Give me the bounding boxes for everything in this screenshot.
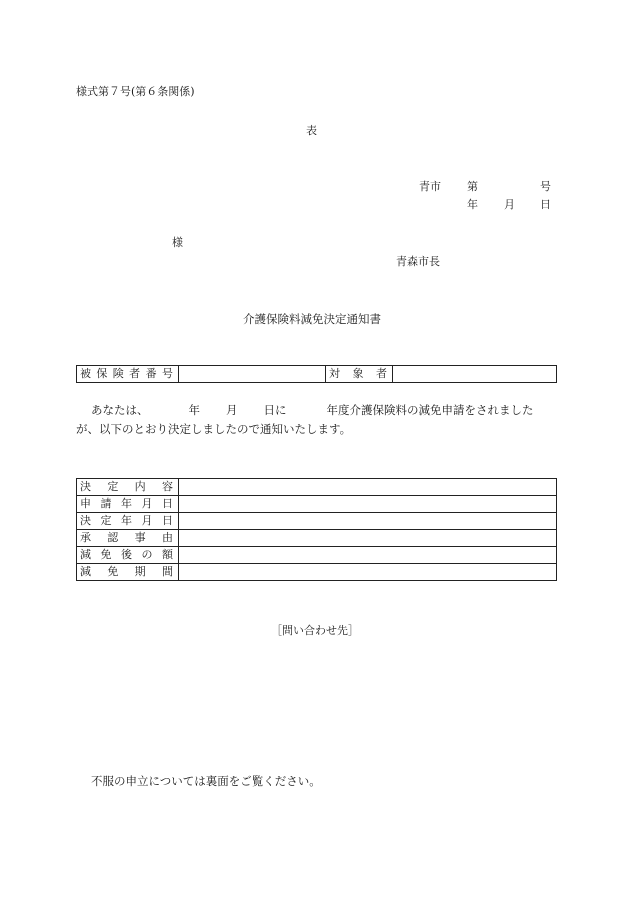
detail-value [179,479,557,496]
body-part1: あなたは、 [91,403,149,417]
detail-row [77,496,557,513]
issuer-name: 青森市長 [396,255,440,268]
detail-row [77,547,557,564]
label-char: 定 [100,514,112,527]
label-char: 険 [112,367,124,380]
label-char: 保 [96,367,108,380]
body-month: 月 [226,403,238,417]
label-char: 決 [80,514,91,527]
body-line2: が、以下のとおり決定しましたので通知いたします。 [76,422,352,436]
appeal-note: 不服の申立については裏面をご覧ください。 [91,774,321,788]
detail-label [80,548,178,562]
detail-value [179,513,557,530]
detail-label-cell [77,547,179,564]
detail-row [77,479,557,496]
detail-value [179,496,557,513]
detail-label-cell [77,479,179,496]
subject-label-cell [326,366,393,383]
label-char: 被 [80,367,91,380]
label-char: 日 [162,497,173,510]
label-char: の [141,548,153,561]
label-char: 間 [161,565,173,578]
detail-label-cell [77,513,179,530]
label-char: 減 [80,548,91,561]
detail-label [80,497,178,511]
document-title: 介護保険料減免決定通知書 [243,312,381,326]
label-char: 免 [107,565,119,578]
side-label: 表 [306,124,317,137]
detail-label-cell [77,564,179,581]
label-char: 月 [141,497,153,510]
subject-label [329,367,392,381]
detail-label [80,480,178,494]
inquiry-label: ［問い合わせ先］ [271,624,359,637]
label-char: 決 [80,480,91,493]
label-char: 請 [100,497,112,510]
label-char: 号 [161,367,173,380]
label-char: 減 [80,565,91,578]
addressee-honorific: 様 [172,236,183,249]
label-char: 内 [134,480,146,493]
insured-number-label-cell [77,366,179,383]
date-year-label: 年 [467,198,478,211]
date-month-label: 月 [504,198,515,211]
label-char: 額 [162,548,173,561]
detail-value [179,547,557,564]
notice-paragraph [76,401,556,439]
label-char: 申 [80,497,91,510]
date-day-label: 日 [540,198,551,211]
label-char: 事 [134,531,146,544]
body-part2: 年度介護保険料の減免申請をされました [326,403,534,417]
label-char: 月 [141,514,153,527]
label-char: 承 [80,531,91,544]
detail-label [80,514,178,528]
label-char: 定 [107,480,119,493]
label-char: 者 [376,367,387,380]
detail-row [77,564,557,581]
label-char: 日 [162,514,173,527]
label-char: 番 [145,367,157,380]
label-char: 対 [329,367,340,380]
label-char: 期 [134,565,146,578]
subject-value [393,366,557,383]
form-number-label: 様式第７号(第６条関係) [76,85,195,98]
detail-label-cell [77,496,179,513]
detail-label [80,565,178,579]
decision-detail-table [76,478,557,581]
detail-label-cell [77,530,179,547]
label-char: 免 [100,548,112,561]
insured-number-label [80,367,178,381]
detail-label [80,531,178,545]
label-char: 容 [161,480,173,493]
number-suffix: 号 [540,180,551,193]
detail-value [179,564,557,581]
body-year: 年 [188,403,200,417]
insured-info-table [76,365,557,383]
body-day: 日に [263,403,287,417]
label-char: 者 [129,367,141,380]
label-char: 年 [121,497,132,510]
detail-row [77,513,557,530]
label-char: 認 [107,531,119,544]
insured-number-value [179,366,326,383]
label-char: 後 [121,548,132,561]
number-prefix: 第 [467,180,478,193]
detail-value [179,530,557,547]
label-char: 象 [352,367,364,380]
label-char: 由 [161,531,173,544]
label-char: 年 [121,514,132,527]
detail-row [77,530,557,547]
office-code: 青市 [419,180,441,193]
